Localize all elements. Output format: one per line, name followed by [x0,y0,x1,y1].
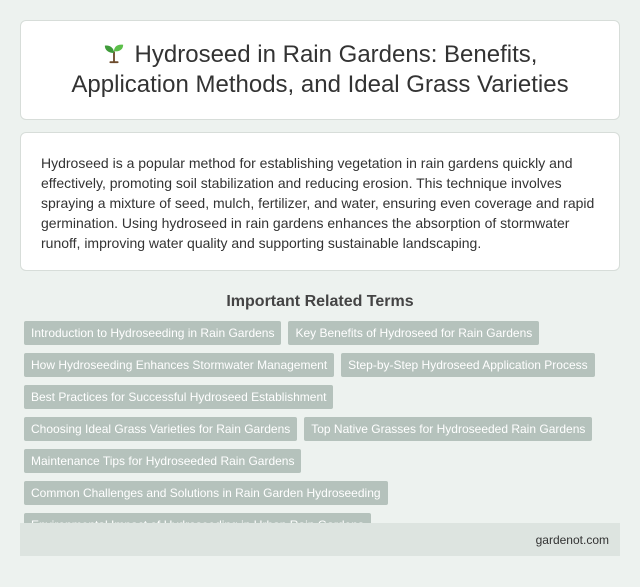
related-term-tag[interactable]: Top Native Grasses for Hydroseeded Rain Gardens [304,417,592,441]
related-term-tag[interactable]: Maintenance Tips for Hydroseeded Rain Gardens [24,449,301,473]
title-card [20,20,620,120]
related-term-tag[interactable]: Step-by-Step Hydroseed Application Process [341,353,594,377]
related-term-tag[interactable]: Best Practices for Successful Hydroseed Establishment [24,385,333,409]
page-title [51,40,589,100]
related-term-tag[interactable]: Choosing Ideal Grass Varieties for Rain Gardens [24,417,297,441]
related-terms-heading: Important Related Terms [226,293,414,310]
related-term-tag[interactable]: Introduction to Hydroseeding in Rain Gardens [24,321,281,345]
intro-paragraph: Hydroseed is a popular method for establishing vegetation in rain gardens quickly and effectively, promoting soil stabilization and reducing erosion. This technique involves spraying a mixture of seed, mulch, fertilizer, and water, ensuring even coverage and rapid germination. Using hydroseed in rain gardens enhances the absorption of stormwater runoff, improving water quality and supporting sustainable landscaping. [41,155,595,251]
page-title-text: Hydroseed in Rain Gardens: Benefits, Application Methods, and Ideal Grass Varieties [71,41,569,98]
related-term-tag[interactable]: How Hydroseeding Enhances Stormwater Management [24,353,334,377]
related-terms-list [20,321,620,545]
footer-site-link[interactable]: gardenot.com [535,532,609,547]
footer [20,523,620,556]
seedling-icon [103,42,125,64]
related-term-tag[interactable]: Key Benefits of Hydroseed for Rain Gardens [288,321,539,345]
intro-card [20,132,620,271]
related-term-tag[interactable]: Common Challenges and Solutions in Rain Garden Hydroseeding [24,481,388,505]
